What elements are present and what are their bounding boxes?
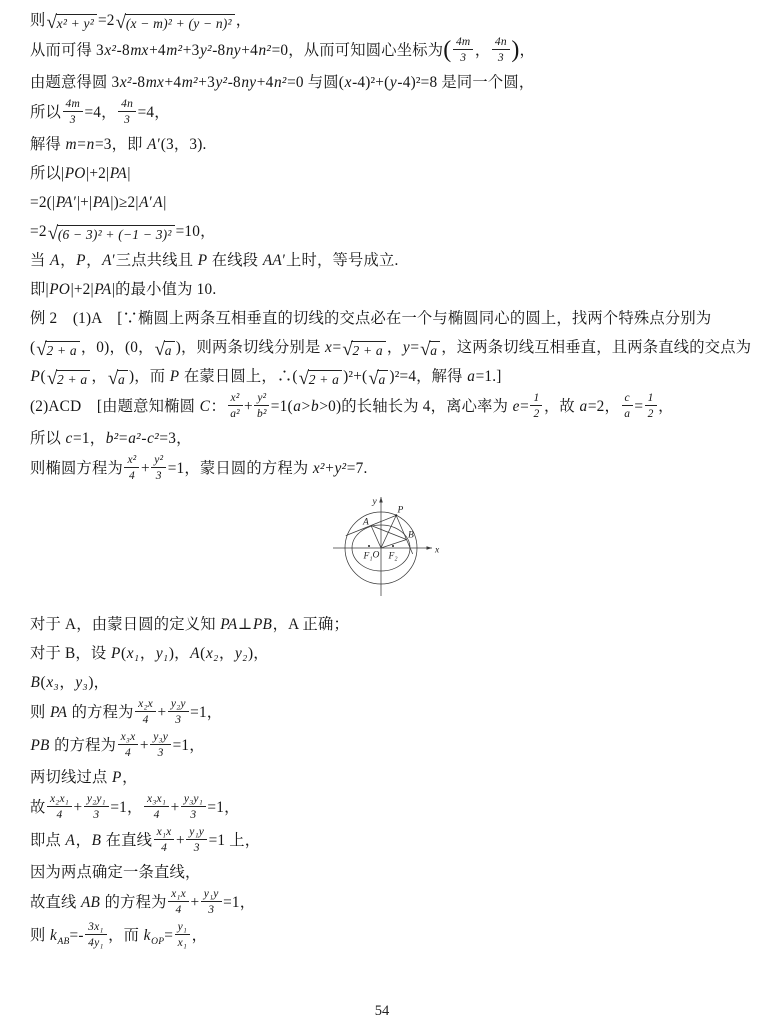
x-axis-arrow [427,546,433,550]
eq-expanded-circle: 从而可得 3x²-8mx+4m²+3y²-8ny+4n²=0，从而可知圆心坐标为( $\frac{4m}{3}$ ， $\frac{4n}{3}$ )， [30,35,536,64]
option-b-setup: 对于 B，设 P(x₁，y₁)，A(x₂，y₂)， [30,645,269,662]
eq-point-p-on-monge: P( √ 2 + a ， √ a )，而 P 在蒙日圆上，∴( √ 2 + a )²+( √ a )²=4，解得 a=1.] [30,368,502,389]
page-number: 54 [374,1003,390,1019]
eq-radical-distance: 则 √ x² + y² =2 √ (x − m)² + (y − n)² ， [30,12,252,33]
eq-distance-value: =2 √ (6 − 3)² + (−1 − 3)² =10， [30,223,216,244]
focus-f2-label: F₂ [388,551,398,562]
text-two-points-line: 因为两点确定一条直线， [30,864,201,881]
eq-special-points: ( √ 2 + a ，0)，(0， √ a )，则两条切线分别是 x= √ 2 + a ，y= √ a ，这两条切线互相垂直，且两条直线的交点为 [30,339,752,360]
text-tangents-through-p: 两切线过点 P， [30,769,138,786]
eq-inequality: =2(|PA′|+|PA|)≥2|A′A| [30,194,167,211]
text-collinear-condition: 当 A，P，A′三点共线且 P 在线段 AA′上时，等号成立. [30,252,399,269]
text-minimum-value: 即|PO|+2|PA|的最小值为 10. [30,281,217,298]
origin-label: O [372,550,380,561]
example2-part2-answer: (2)ACD [由题意知椭圆 C： $\frac{\text{x²}}{\text{a²}}$ + $\frac{\text{y²}}{\text{b²}}$ =1(a>b>0)的长轴长为 4，离心率为 e= $\frac{1}{2}$ ，故 a=2， $\frac{c}{a}$ = $\frac{1}{2}$ ， [30,391,674,420]
focus-f1-dot [368,545,370,547]
focus-f2-dot [392,545,394,547]
x-axis-label: x [435,545,440,556]
point-b-coords: B(x₃，y₃)， [30,674,110,691]
point-b-label: B [408,530,414,541]
eq-ab-on-line: 即点 A，B 在直线 $\frac{\text{x₁x}}{4}$ + $\frac{\text{y₁y}}{3}$ =1 上， [30,825,261,854]
point-a-label: A [363,517,369,528]
figure-svg [301,488,469,604]
solution-lines-bottom [30,610,740,957]
monge-circle-figure [30,488,740,604]
eq-center-values: 所以 $\frac{4m}{3}$ =4， $\frac{4n}{3}$ =4， [30,97,170,126]
point-p-label: P [397,505,404,516]
eq-line-pa: 则 PA 的方程为 $\frac{\text{x₂x}}{4}$ + $\frac{\text{y₂y}}{3}$ =1， [30,697,223,726]
focus-f1-label: F₁ [363,551,373,562]
option-a-conclusion: 对于 A，由蒙日圆的定义知 PA⊥PB，A 正确； [30,616,349,633]
eq-line-pb: PB 的方程为 $\frac{\text{x₃x}}{4}$ + $\frac{\text{y₃y}}{3}$ =1， [30,730,205,759]
eq-substitute-p: 故 $\frac{\text{x₂x₁}}{4}$ + $\frac{\text{y₂y₁}}{3}$ =1， $\frac{\text{x₃x₁}}{4}$ + $\frac{\text{y₃y₁}}{3}$ =1， [30,792,240,821]
solution-lines-top [30,6,752,486]
eq-line-ab: 故直线 AB 的方程为 $\frac{\text{x₁x}}{4}$ + $\frac{\text{y₁y}}{3}$ =1， [30,887,256,916]
eq-slopes: 则 $k_{AB}=-$ $\frac{\text{3x₁}}{\text{4y₁}}$ ，而 $k_{OP}=$ $\frac{\text{y₁}}{\text{x₁}}$ ， [30,920,208,949]
eq-same-circle: 由题意得圆 3x²-8mx+4m²+3y²-8ny+4n²=0 与圆(x-4)²+(y-4)²=8 是同一个圆， [30,74,535,91]
eq-b-squared: 所以 c=1，b²=a²-c²=3， [30,430,192,447]
eq-ellipse-and-monge: 则椭圆方程为 $\frac{\text{x²}}{4}$ + $\frac{\text{y²}}{3}$ =1，蒙日圆的方程为 x²+y²=7. [30,453,368,482]
eq-po-plus-2pa: 所以|PO|+2|PA| [30,165,131,182]
segment-ob [381,540,407,549]
eq-solve-mn: 解得 m=n=3，即 A′(3，3). [30,136,207,153]
example2-part1-answer: 例 2 (1)A [∵椭圆上两条互相垂直的切线的交点必在一个与椭圆同心的圆上，找两个特殊点分别为 [30,310,712,327]
y-axis-arrow [379,497,383,503]
y-axis-label: y [372,497,377,507]
